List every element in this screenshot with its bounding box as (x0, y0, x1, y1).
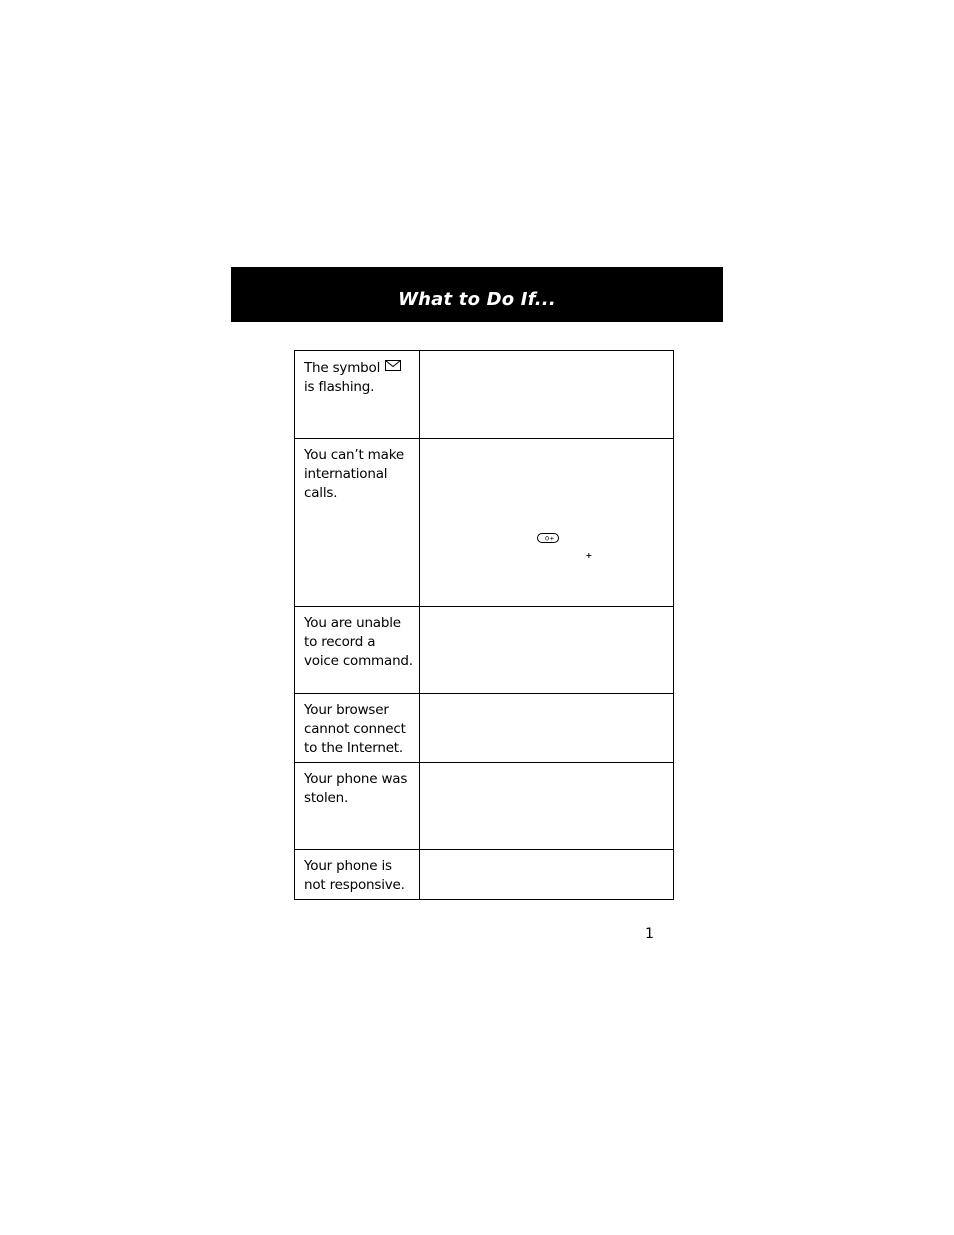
question-text: Your phone was stolen. (304, 771, 408, 806)
envelope-icon (385, 358, 401, 377)
answer-cell (420, 351, 674, 439)
question-text: You can’t make international calls. (304, 447, 404, 501)
answer-cell (420, 607, 674, 694)
question-cell (295, 763, 420, 850)
table-row (295, 607, 674, 694)
answer-cell (420, 439, 674, 607)
answer-cell (420, 763, 674, 850)
zero-plus-key-icon (537, 528, 559, 547)
plus-sign-icon (585, 544, 593, 563)
question-cell (295, 607, 420, 694)
table-row (295, 850, 674, 900)
question-text: You are unable to record a voice command. (304, 615, 413, 669)
key-label: 0+ (545, 534, 555, 543)
question-cell (295, 850, 420, 900)
table-row (295, 763, 674, 850)
table-row (295, 439, 674, 607)
page-title: What to Do If... (398, 289, 556, 310)
question-cell (295, 694, 420, 763)
plus-label: + (585, 551, 593, 559)
table-row (295, 694, 674, 763)
section-header (231, 267, 723, 322)
troubleshooting-table (294, 350, 674, 900)
table-row (295, 351, 674, 439)
question-line-1: The symbol (304, 360, 381, 376)
question-text (295, 351, 419, 397)
question-text: Your phone is not responsive. (304, 858, 405, 893)
question-text: Your browser cannot connect to the Internet. (304, 702, 406, 756)
question-line-2: is flashing. (304, 378, 375, 395)
answer-cell (420, 850, 674, 900)
question-cell (295, 351, 420, 439)
page-number: 1 (645, 926, 654, 942)
answer-cell (420, 694, 674, 763)
question-cell (295, 439, 420, 607)
